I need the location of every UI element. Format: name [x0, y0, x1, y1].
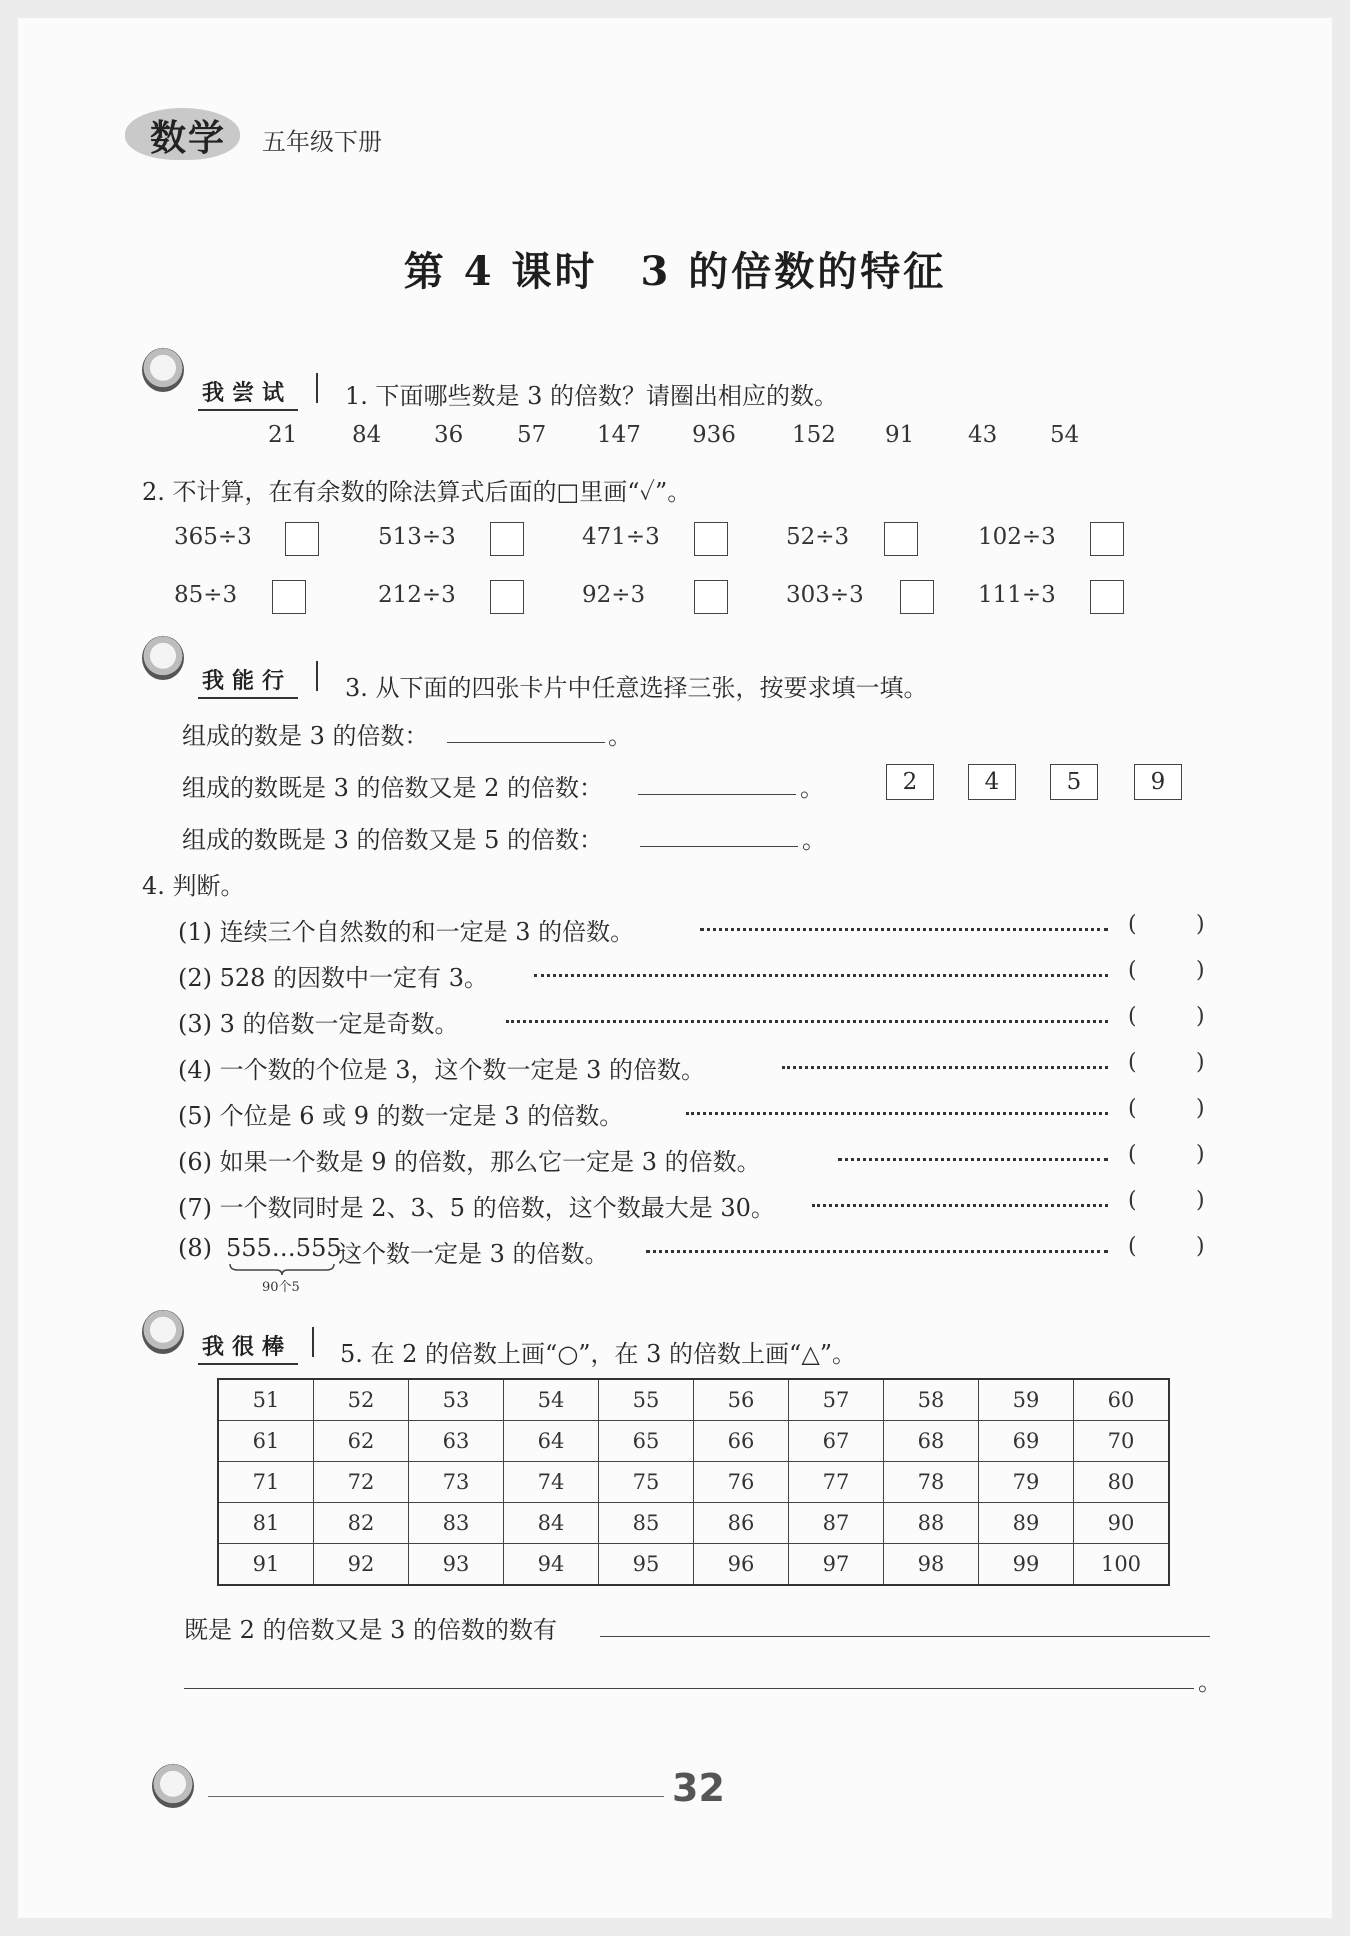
question-1: 1. 下面哪些数是 3 的倍数？请圈出相应的数。 [345, 382, 839, 410]
underbrace-note: 90个5 [262, 1280, 300, 1295]
answer-paren-open[interactable]: ( [1128, 1096, 1137, 1121]
grid-cell[interactable]: 64 [504, 1421, 599, 1462]
grid-cell[interactable]: 59 [979, 1379, 1074, 1421]
q3-period: 。 [802, 826, 826, 854]
q3-answer-2[interactable] [638, 794, 796, 795]
grid-cell[interactable]: 51 [218, 1379, 314, 1421]
q1-number[interactable]: 21 [268, 422, 298, 448]
answer-paren-close[interactable]: ) [1196, 958, 1205, 983]
grid-cell[interactable]: 80 [1074, 1462, 1170, 1503]
grid-cell[interactable]: 96 [694, 1544, 789, 1586]
q2-checkbox[interactable] [490, 580, 524, 614]
q2-expression: 303÷3 [786, 582, 864, 608]
q2-checkbox[interactable] [1090, 522, 1124, 556]
judgment-item: (1) 连续三个自然数的和一定是 3 的倍数。 [178, 918, 635, 946]
grid-cell[interactable]: 85 [599, 1503, 694, 1544]
leader-dots [534, 974, 1108, 977]
grid-cell[interactable]: 86 [694, 1503, 789, 1544]
question-2: 2. 不计算，在有余数的除法算式后面的□里画“✓”。 [142, 478, 692, 506]
grid-cell[interactable]: 82 [314, 1503, 409, 1544]
q1-number[interactable]: 91 [885, 422, 915, 448]
question-3: 3. 从下面的四张卡片中任意选择三张，按要求填一填。 [345, 674, 928, 702]
grid-cell[interactable]: 69 [979, 1421, 1074, 1462]
number-card: 4 [968, 764, 1016, 800]
grid-cell[interactable]: 66 [694, 1421, 789, 1462]
q1-number[interactable]: 936 [692, 422, 736, 448]
q3-period: 。 [608, 722, 632, 750]
q5-answer-line-1[interactable] [600, 1636, 1210, 1637]
grid-cell[interactable]: 53 [409, 1379, 504, 1421]
question-4: 4. 判断。 [142, 872, 245, 900]
grid-cell[interactable]: 98 [884, 1544, 979, 1586]
grid-cell[interactable]: 87 [789, 1503, 884, 1544]
number-card: 5 [1050, 764, 1098, 800]
grid-cell[interactable]: 78 [884, 1462, 979, 1503]
q2-checkbox[interactable] [1090, 580, 1124, 614]
grid-cell[interactable]: 77 [789, 1462, 884, 1503]
q2-checkbox[interactable] [272, 580, 306, 614]
q3-period: 。 [800, 774, 824, 802]
q3-answer-1[interactable] [447, 742, 605, 743]
grade-label: 五年级下册 [262, 128, 382, 156]
judgment-item: (4) 一个数的个位是 3，这个数一定是 3 的倍数。 [178, 1056, 706, 1084]
grid-cell[interactable]: 81 [218, 1503, 314, 1544]
q5-period: 。 [1198, 1668, 1222, 1696]
tag-divider [316, 373, 318, 403]
grid-cell[interactable]: 56 [694, 1379, 789, 1421]
q2-checkbox[interactable] [884, 522, 918, 556]
grid-cell[interactable]: 67 [789, 1421, 884, 1462]
mascot-can-icon [142, 636, 184, 680]
page-number: 32 [672, 1766, 725, 1810]
q2-expression: 212÷3 [378, 582, 456, 608]
grid-cell[interactable]: 83 [409, 1503, 504, 1544]
q2-expression: 52÷3 [786, 524, 850, 550]
answer-paren-open[interactable]: ( [1128, 1142, 1137, 1167]
q5-answer-label: 既是 2 的倍数又是 3 的倍数的数有 [184, 1616, 558, 1644]
grid-cell[interactable]: 90 [1074, 1503, 1170, 1544]
grid-cell[interactable]: 84 [504, 1503, 599, 1544]
judgment-item: (3) 3 的倍数一定是奇数。 [178, 1010, 459, 1038]
answer-paren-open[interactable]: ( [1128, 958, 1137, 983]
tag-try: 我尝试 [198, 376, 298, 411]
q2-expression: 102÷3 [978, 524, 1056, 550]
lesson-title: 第 4 课时 3 的倍数的特征 [403, 248, 947, 295]
grid-cell[interactable]: 72 [314, 1462, 409, 1503]
grid-cell[interactable]: 100 [1074, 1544, 1170, 1586]
grid-row [218, 1544, 1169, 1586]
judgment-item: (2) 528 的因数中一定有 3。 [178, 964, 488, 992]
grid-cell[interactable]: 60 [1074, 1379, 1170, 1421]
grid-cell[interactable]: 88 [884, 1503, 979, 1544]
leader-dots [700, 928, 1108, 931]
answer-paren-close[interactable]: ) [1196, 1096, 1205, 1121]
q3-line-3: 组成的数既是 3 的倍数又是 5 的倍数： [182, 826, 604, 854]
q2-checkbox[interactable] [490, 522, 524, 556]
leader-dots [506, 1020, 1108, 1023]
grid-cell[interactable]: 79 [979, 1462, 1074, 1503]
q3-line-1: 组成的数是 3 的倍数： [182, 722, 429, 750]
judgment-item: (5) 个位是 6 或 9 的数一定是 3 的倍数。 [178, 1102, 624, 1130]
answer-paren-close[interactable]: ) [1196, 1188, 1205, 1213]
grid-cell[interactable]: 75 [599, 1462, 694, 1503]
grid-cell[interactable]: 76 [694, 1462, 789, 1503]
judgment-item-8-prefix: (8) [178, 1234, 212, 1262]
grid-row [218, 1503, 1169, 1544]
underbrace-icon [228, 1262, 336, 1276]
q1-number[interactable]: 84 [352, 422, 382, 448]
q2-expression: 365÷3 [174, 524, 252, 550]
footer-rule [208, 1796, 664, 1797]
answer-paren-close[interactable]: ) [1196, 912, 1205, 937]
grid-cell[interactable]: 62 [314, 1421, 409, 1462]
tag-divider [312, 1327, 314, 1357]
answer-paren-close[interactable]: ) [1196, 1050, 1205, 1075]
leader-dots [838, 1158, 1108, 1161]
grid-cell[interactable]: 58 [884, 1379, 979, 1421]
judgment-item: (6) 如果一个数是 9 的倍数，那么它一定是 3 的倍数。 [178, 1148, 761, 1176]
q2-checkbox[interactable] [694, 580, 728, 614]
q2-expression: 471÷3 [582, 524, 660, 550]
grid-cell[interactable]: 63 [409, 1421, 504, 1462]
q2-expression: 92÷3 [582, 582, 646, 608]
leader-dots [812, 1204, 1108, 1207]
mascot-great-icon [142, 1310, 184, 1354]
footer-mascot-icon [152, 1764, 194, 1808]
q2-expression: 513÷3 [378, 524, 456, 550]
grid-cell[interactable]: 95 [599, 1544, 694, 1586]
q3-line-2: 组成的数既是 3 的倍数又是 2 的倍数： [182, 774, 604, 802]
grid-cell[interactable]: 89 [979, 1503, 1074, 1544]
q1-number[interactable]: 57 [517, 422, 547, 448]
q3-answer-3[interactable] [640, 846, 798, 847]
grid-cell[interactable]: 52 [314, 1379, 409, 1421]
grid-cell[interactable]: 61 [218, 1421, 314, 1462]
subject-label: 数学 [150, 118, 227, 159]
number-card: 9 [1134, 764, 1182, 800]
grid-cell[interactable]: 93 [409, 1544, 504, 1586]
leader-dots [646, 1250, 1108, 1253]
grid-cell[interactable]: 99 [979, 1544, 1074, 1586]
judgment-item-8-suffix: 这个数一定是 3 的倍数。 [338, 1240, 609, 1268]
grid-cell[interactable]: 57 [789, 1379, 884, 1421]
grid-row [218, 1379, 1169, 1421]
answer-paren-open[interactable]: ( [1128, 1050, 1137, 1075]
grid-cell[interactable]: 68 [884, 1421, 979, 1462]
grid-cell[interactable]: 74 [504, 1462, 599, 1503]
q2-checkbox[interactable] [285, 522, 319, 556]
answer-paren-open[interactable]: ( [1128, 1234, 1137, 1259]
grid-cell[interactable]: 55 [599, 1379, 694, 1421]
q1-number[interactable]: 152 [792, 422, 836, 448]
leader-dots [782, 1066, 1108, 1069]
q1-number[interactable]: 43 [968, 422, 998, 448]
grid-cell[interactable]: 94 [504, 1544, 599, 1586]
grid-cell[interactable]: 91 [218, 1544, 314, 1586]
judgment-item: (7) 一个数同时是 2、3、5 的倍数，这个数最大是 30。 [178, 1194, 775, 1222]
answer-paren-close[interactable]: ) [1196, 1004, 1205, 1029]
grid-cell[interactable]: 73 [409, 1462, 504, 1503]
q2-expression: 85÷3 [174, 582, 238, 608]
answer-paren-open[interactable]: ( [1128, 912, 1137, 937]
grid-cell[interactable]: 70 [1074, 1421, 1170, 1462]
q5-answer-line-2[interactable] [184, 1688, 1194, 1689]
question-5: 5. 在 2 的倍数上画“○”，在 3 的倍数上画“△”。 [340, 1340, 857, 1368]
answer-paren-open[interactable]: ( [1128, 1188, 1137, 1213]
answer-paren-close[interactable]: ) [1196, 1234, 1205, 1259]
q2-expression: 111÷3 [978, 582, 1056, 608]
leader-dots [686, 1112, 1108, 1115]
tag-great: 我很棒 [198, 1330, 298, 1365]
grid-cell[interactable]: 54 [504, 1379, 599, 1421]
tag-divider [316, 661, 318, 691]
grid-cell[interactable]: 71 [218, 1462, 314, 1503]
number-card: 2 [886, 764, 934, 800]
mascot-try-icon [142, 348, 184, 392]
answer-paren-open[interactable]: ( [1128, 1004, 1137, 1029]
answer-paren-close[interactable]: ) [1196, 1142, 1205, 1167]
grid-cell[interactable]: 92 [314, 1544, 409, 1586]
q1-number[interactable]: 36 [434, 422, 464, 448]
q2-checkbox[interactable] [694, 522, 728, 556]
judgment-item-8-number: 555…555 [226, 1234, 342, 1262]
grid-row [218, 1421, 1169, 1462]
tag-can: 我能行 [198, 664, 298, 699]
number-grid [217, 1378, 1170, 1586]
grid-cell[interactable]: 97 [789, 1544, 884, 1586]
grid-cell[interactable]: 65 [599, 1421, 694, 1462]
q1-number[interactable]: 147 [597, 422, 641, 448]
q2-checkbox[interactable] [900, 580, 934, 614]
q1-number[interactable]: 54 [1050, 422, 1080, 448]
grid-row [218, 1462, 1169, 1503]
